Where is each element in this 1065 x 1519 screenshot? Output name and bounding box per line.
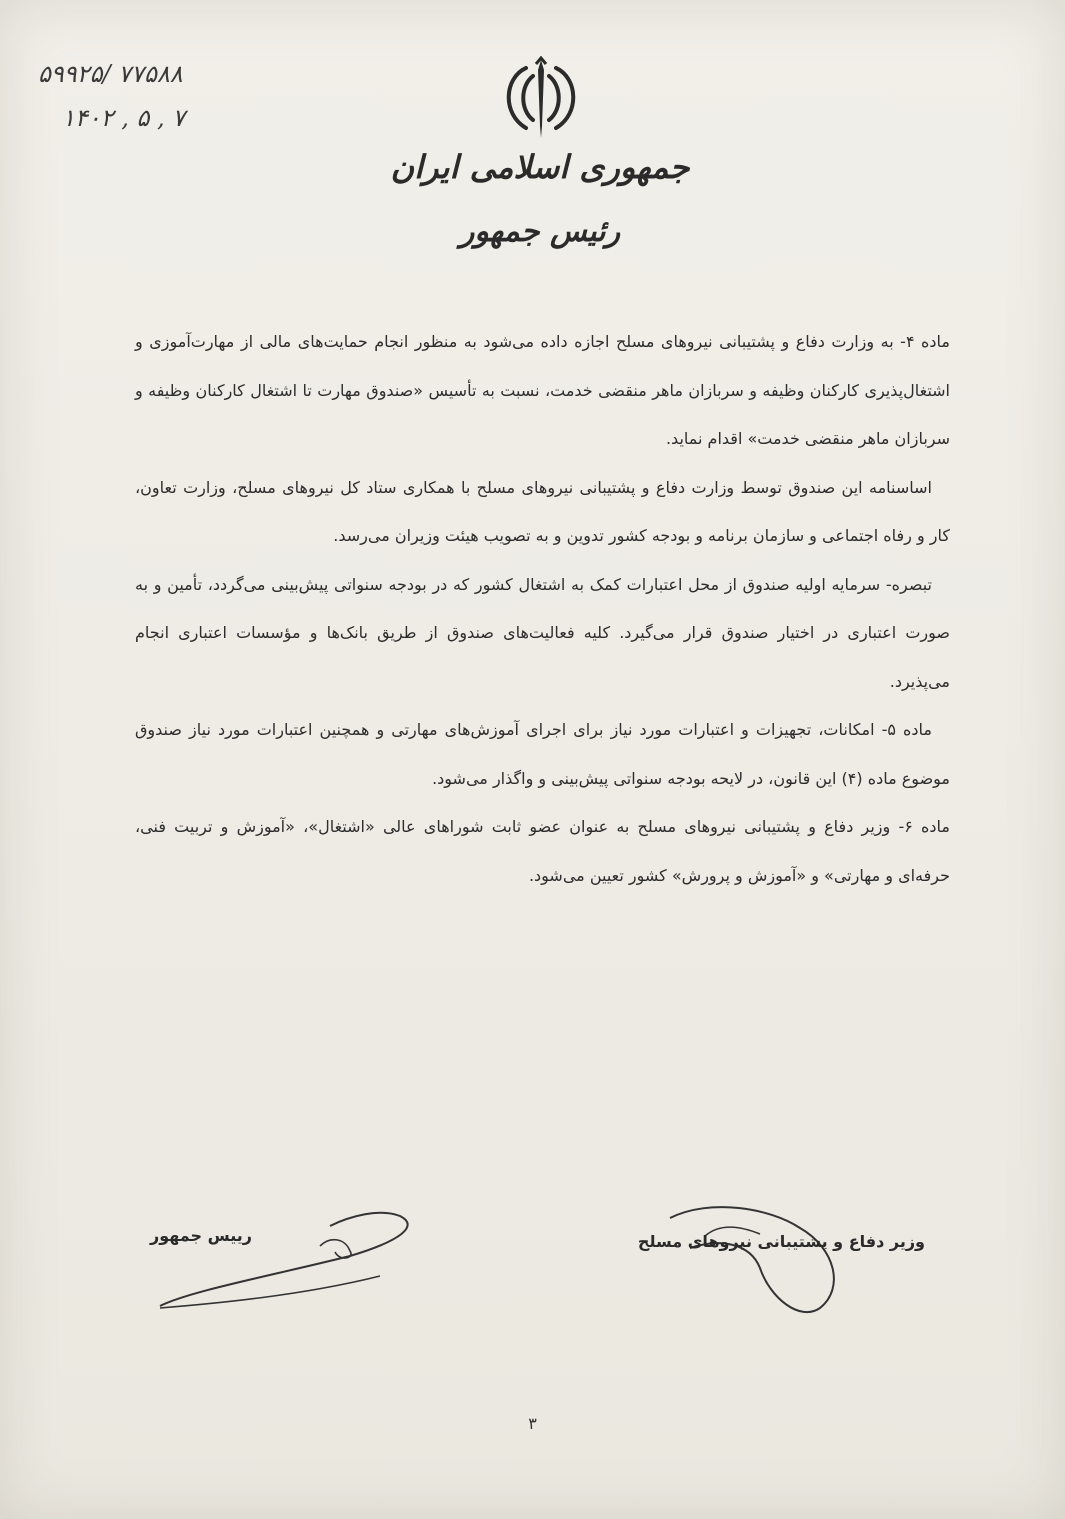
paragraph-article-4: ماده ۴- به وزارت دفاع و پشتیبانی نیروهای مسلح اجازه داده می‌شود به منظور انجام حمایت‌های مالی از مهارت‌آموزی و اشتغال‌پذیری کارکنان وظیفه و سربازان ماهر منقضی خدمت، نسبت به تأسیس «صندوق مهارت تا اشتغال کارکنان وظیفه و سربازان ماهر منقضی خدمت» اقدام نماید. [135, 332, 950, 448]
paragraph-statute: اساسنامه این صندوق توسط وزارت دفاع و پشتیبانی نیروهای مسلح با همکاری ستاد کل نیروهای مسلح، وزارت تعاون، کار و رفاه اجتماعی و سازمان برنامه و بودجه کشور تدوین و به تصویب هیئت وزیران می‌رسد. [135, 477, 950, 545]
reference-date: ۱۴۰۲ , ۵ , ۷ [62, 104, 186, 132]
president-signature-icon [150, 1196, 420, 1316]
document-body [135, 318, 950, 900]
iran-emblem-icon [496, 56, 586, 140]
header-country-name: جمهوری اسلامی ایران [390, 148, 690, 186]
minister-signature-icon [650, 1188, 850, 1328]
minister-title: وزیر دفاع و پشتیبانی نیروهای مسلح [637, 1232, 925, 1251]
paragraph-note: تبصره- سرمایه اولیه صندوق از محل اعتبارات کمک به اشتغال کشور که در بودجه سنواتی پیش‌بینی می‌گردد، تأمین و به صورت اعتباری در اختیار صندوق قرار می‌گیرد. کلیه فعالیت‌های صندوق از طریق بانک‌ها و مؤسسات اعتباری انجام می‌پذیرد. [135, 574, 950, 691]
page-number: ۳ [528, 1414, 537, 1433]
paragraph-article-5: ماده ۵- امکانات، تجهیزات و اعتبارات مورد نیاز برای اجرای آموزش‌های مهارتی و همچنین اعتبارات مورد نیاز صندوق موضوع ماده (۴) این قانون، در لایحه بودجه سنواتی پیش‌بینی و واگذار می‌شود. [135, 720, 950, 788]
president-title: رییس جمهور [150, 1226, 252, 1245]
reference-number: ۵۹۹۲۵/ ۷۷۵۸۸ [38, 60, 183, 88]
paragraph-article-6: ماده ۶- وزیر دفاع و پشتیبانی نیروهای مسلح به عنوان عضو ثابت شوراهای عالی «اشتغال»، «آموزش و تربیت فنی، حرفه‌ای و مهارتی» و «آموزش و پرورش» کشور تعیین می‌شود. [135, 817, 950, 885]
header-office-title: رئیس جمهور [459, 214, 621, 249]
